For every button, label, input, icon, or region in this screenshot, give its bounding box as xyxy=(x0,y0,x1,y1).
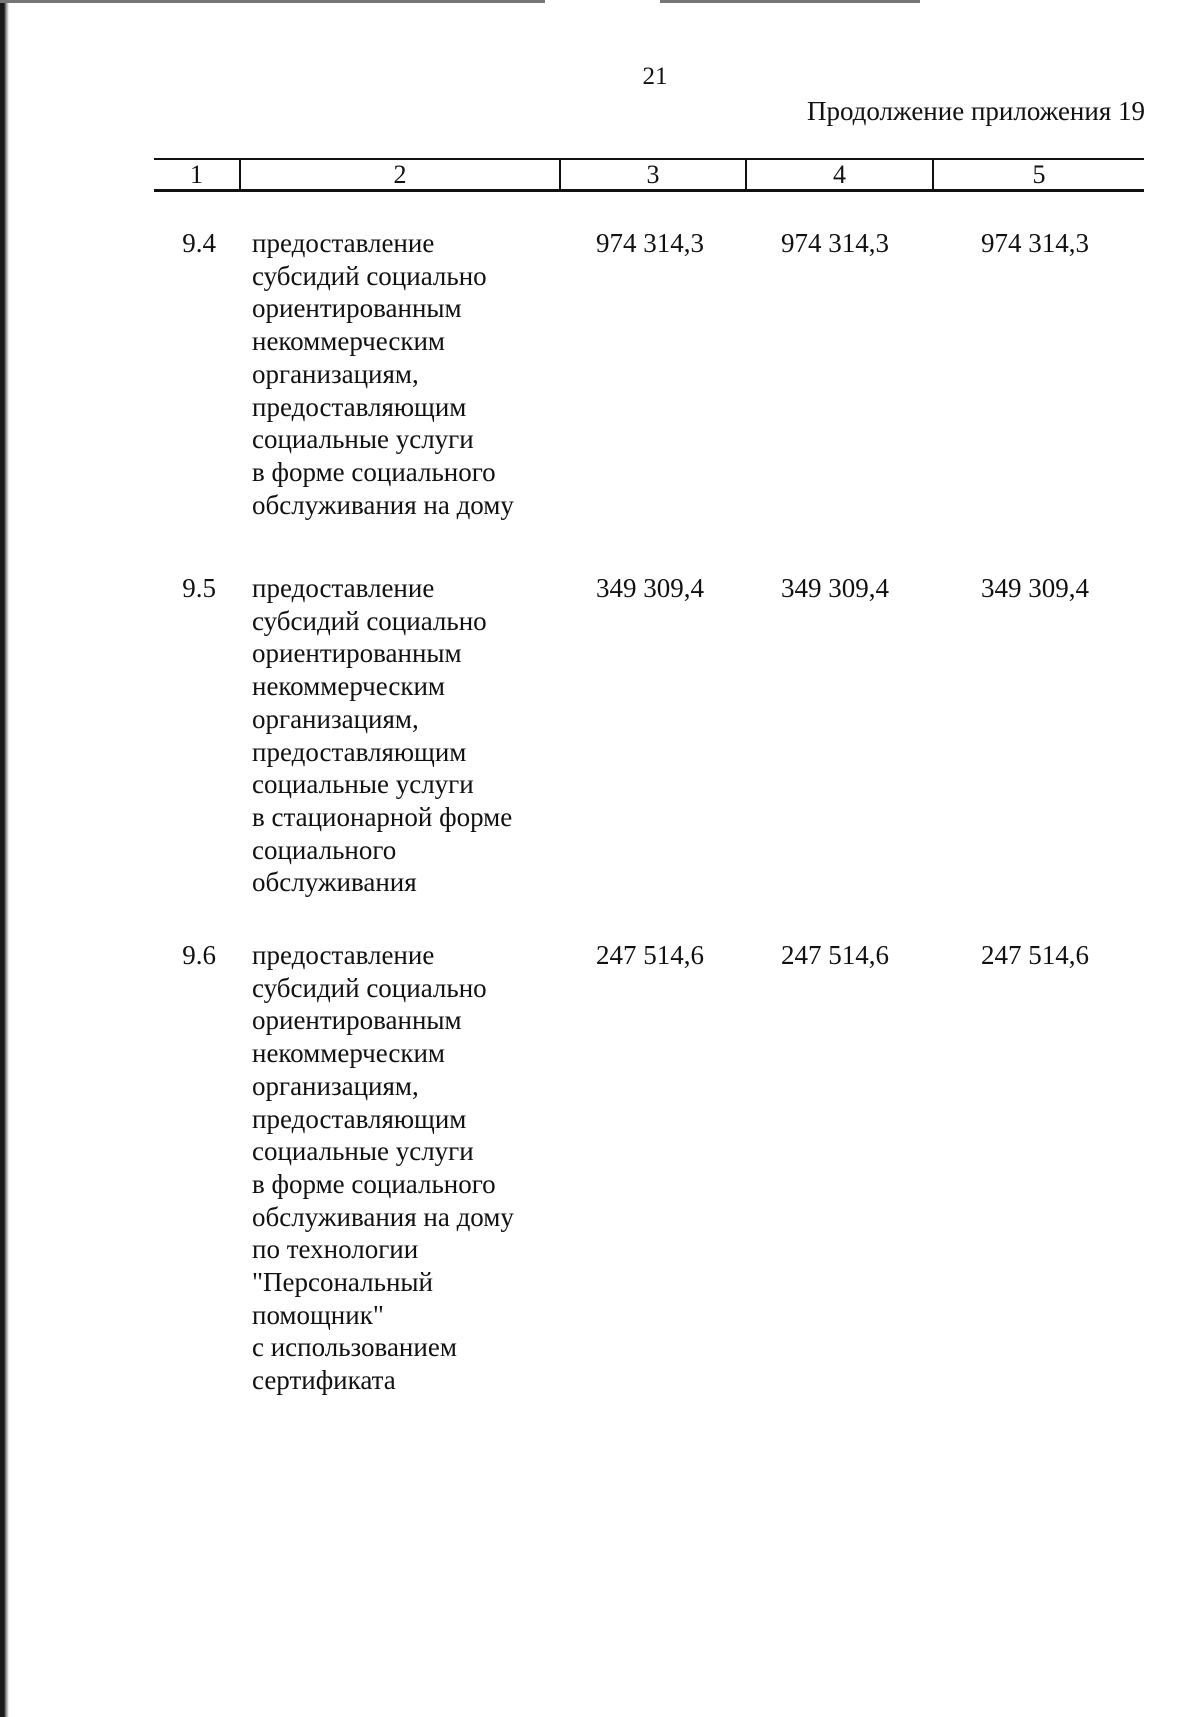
row-value-col-4: 974 314,3 xyxy=(781,228,889,258)
row-description: предоставление субсидий социально ориентированным некоммерческим организациям, предоставляющим социальные услуги в форме социального обслуживания на дому по технологии "Персональный помощник" с использованием сертификата xyxy=(252,940,514,1396)
row-number: 9.6 xyxy=(182,940,216,970)
table-header xyxy=(154,158,1144,192)
scan-top-edge-right xyxy=(660,0,920,3)
row-description: предоставление субсидий социально ориентированным некоммерческим организациям, предоставляющим социальные услуги в форме социального обслуживания на дому xyxy=(252,228,514,520)
header-col-1: 1 xyxy=(190,160,203,189)
header-col-3: 3 xyxy=(559,160,745,189)
row-value-col-3: 974 314,3 xyxy=(596,228,704,258)
row-value-col-5: 247 514,6 xyxy=(981,940,1089,970)
header-col-5: 5 xyxy=(932,160,1144,189)
header-col-2: 2 xyxy=(239,160,559,189)
row-number: 9.5 xyxy=(182,573,216,603)
row-value-col-5: 349 309,4 xyxy=(981,573,1089,603)
appendix-continuation-note: Продолжение приложения 19 xyxy=(806,96,1145,126)
row-number: 9.4 xyxy=(182,228,216,258)
scan-left-edge xyxy=(0,0,9,1717)
row-description: предоставление субсидий социально ориентированным некоммерческим организациям, предоставляющим социальные услуги в стационарной форме социального обслуживания xyxy=(252,573,513,898)
header-col-4: 4 xyxy=(745,160,932,189)
scan-top-edge-left xyxy=(0,0,545,3)
row-value-col-3: 349 309,4 xyxy=(596,573,704,603)
page-number: 21 xyxy=(642,63,668,90)
row-value-col-4: 247 514,6 xyxy=(781,940,889,970)
row-value-col-4: 349 309,4 xyxy=(781,573,889,603)
row-value-col-5: 974 314,3 xyxy=(981,228,1089,258)
row-value-col-3: 247 514,6 xyxy=(596,940,704,970)
